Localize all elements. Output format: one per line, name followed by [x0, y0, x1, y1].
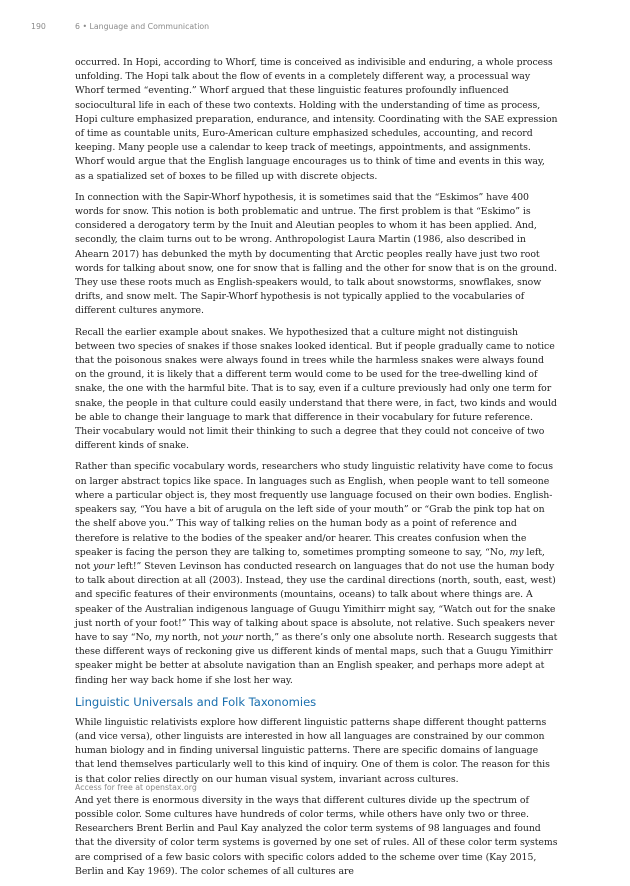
- running-head: 6 • Language and Communication: [75, 22, 210, 31]
- paragraphs-before-heading: [75, 56, 558, 688]
- main-content: [75, 56, 558, 886]
- paragraph: Recall the earlier example about snakes. We hypothesized that a culture might not distinguish between two species of snakes if those snakes looked identical. But if people gradually came to notice that the poisonous snakes were always found in trees while the harmless snakes were always found on the ground, it is likely that a different term would come to be used for the tree-dwelling kind of snake, the one with the harmful bite. That is to say, even if a culture previously had only one term for snake, the people in that culture could easily understand that there were, in fact, two kinds and would be able to change their language to mark that difference in their vocabulary for future reference. Their vocabulary would not limit their thinking to such a degree that they could not conceive of two different kinds of snake.: [75, 326, 557, 452]
- paragraph: While linguistic relativists explore how different linguistic patterns shape different thought patterns (and vice versa), other linguists are interested in how all languages are constrained by our common human biology and in finding universal linguistic patterns. There are specific domains of language that lend themselves particularly well to this kind of inquiry. One of them is color. The reason for this is that color relies directly on our human visual system, invariant across cultures.: [75, 716, 550, 785]
- paragraph: occurred. In Hopi, according to Whorf, time is conceived as indivisible and enduring, a whole process unfolding. The Hopi talk about the flow of events in a completely different way, a processual way Whorf termed “eventing.” Whorf argued that these linguistic features profoundly influenced sociocultural life in each of these two contexts. Holding with the understanding of time as process, Hopi culture emphasized preparation, endurance, and intensity. Coordinating with the SAE expression of time as countable units, Euro-American culture emphasized schedules, accounting, and record keeping. Many people use a calendar to keep track of meetings, appointments, and assignments. Whorf would argue that the English language encourages us to think of time and events in this way, as a spatialized set of boxes to be filled up with discrete objects.: [75, 57, 558, 182]
- emphasis-text: my: [509, 546, 524, 558]
- paragraphs-after-heading: [75, 716, 558, 879]
- emphasis-text: your: [93, 560, 115, 572]
- paragraph: Rather than specific vocabulary words, researchers who study linguistic relativity have come to focus on larger abstract topics like space. In languages such as English, when people want to tell someone where a particular object is, they most frequently use language focused on their own bodies. English-speakers say, “You have a bit of arugula on the left side of your mouth” or “Grab the pink top hat on the shelf above you.” This way of talking relies on the human body as a point of reference and therefore is relative to the bodies of the speaker and/or hearer. This creates confusion when the speaker is facing the person they are talking to, sometimes prompting someone to say, “No, my left, not your left!” Steven Levinson has conducted research on languages that do not use the human body to talk about direction at all (2003). Instead, they use the cardinal directions (north, south, east, west) and specific features of their environments (mountains, oceans) to talk about where things are. A speaker of the Australian indigenous language of Guugu Yimithirr might say, “Watch out for the snake just north of your foot!” This way of talking about space is absolute, not relative. Such speakers never have to say “No, my north, not your north,” as there’s only one absolute north. Research suggests that these different ways of reckoning give us different kinds of mental maps, such that a Guugu Yimithirr speaker might be better at absolute navigation than an English speaker, and perhaps more adept at finding her way back home if she lost her way.: [75, 461, 558, 686]
- paragraph: And yet there is enormous diversity in the ways that different cultures divide up the spectrum of possible color. Some cultures have hundreds of color terms, while others have only two or three. Researchers Brent Berlin and Paul Kay analyzed the color term systems of 98 languages and found that the diversity of color term systems is governed by one set of rules. All of these color term systems are comprised of a few basic colors with specific colors added to the scheme over time (Kay 2015, Berlin and Kay 1969). The color schemes of all cultures are: [75, 794, 558, 877]
- footer-link[interactable]: Access for free at openstax.org: [75, 783, 197, 792]
- section-heading: Linguistic Universals and Folk Taxonomies: [75, 694, 317, 709]
- page-number: 190: [31, 22, 46, 31]
- paragraph: In connection with the Sapir-Whorf hypothesis, it is sometimes said that the “Eskimos” have 400 words for snow. This notion is both problematic and untrue. The first problem is that “Eskimo” is considered a derogatory term by the Inuit and Aleutian peoples to whom it has been applied. And, secondly, the claim turns out to be wrong. Anthropologist Laura Martin (1986, also described in Ahearn 2017) has debunked the myth by documenting that Arctic peoples really have just two root words for talking about snow, one for snow that is falling and the other for snow that is on the ground. They use these roots much as English-speakers would, to talk about snowstorms, snowflakes, snow drifts, and snow melt. The Sapir-Whorf hypothesis is not typically applied to the vocabularies of different cultures anymore.: [75, 191, 558, 317]
- emphasis-text: my: [155, 631, 170, 643]
- page-header: [31, 22, 610, 36]
- emphasis-text: your: [221, 631, 243, 643]
